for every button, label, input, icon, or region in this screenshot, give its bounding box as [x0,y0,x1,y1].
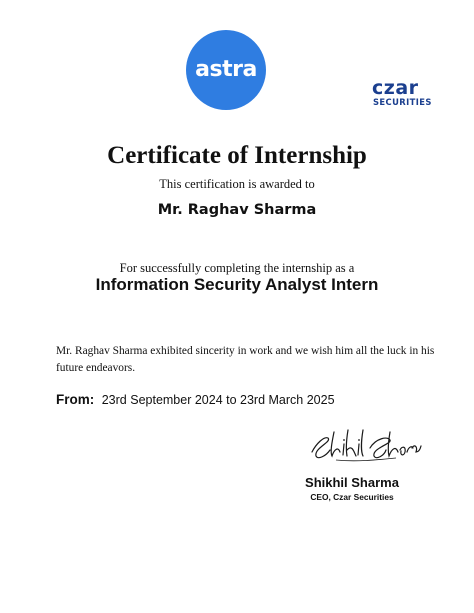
period-value: 23rd September 2024 to 23rd March 2025 [101,393,335,407]
internship-role: Information Security Analyst Intern [95,275,379,294]
signer-title: CEO, Czar Securities [310,492,394,502]
czar-securities-logo [372,77,448,107]
astra-logo [186,30,266,110]
certificate-title: Certificate of Internship [107,142,367,169]
czar-logo-subtitle: SECURITIES [373,97,432,107]
signer-name: Shikhil Sharma [305,475,399,490]
handwritten-signature [306,422,422,464]
czar-logo-word: czar [372,77,419,99]
astra-logo-text: astra [195,56,257,82]
period-label: From: [56,392,95,407]
awarded-line: This certification is awarded to [159,177,315,191]
recipient-name: Mr. Raghav Sharma [157,202,317,218]
internship-period [56,392,335,407]
completing-line: For successfully completing the internship as a [119,261,355,275]
description-paragraph: Mr. Raghav Sharma exhibited sincerity in work and we wish him all the luck in his future endeavors. [56,345,435,374]
